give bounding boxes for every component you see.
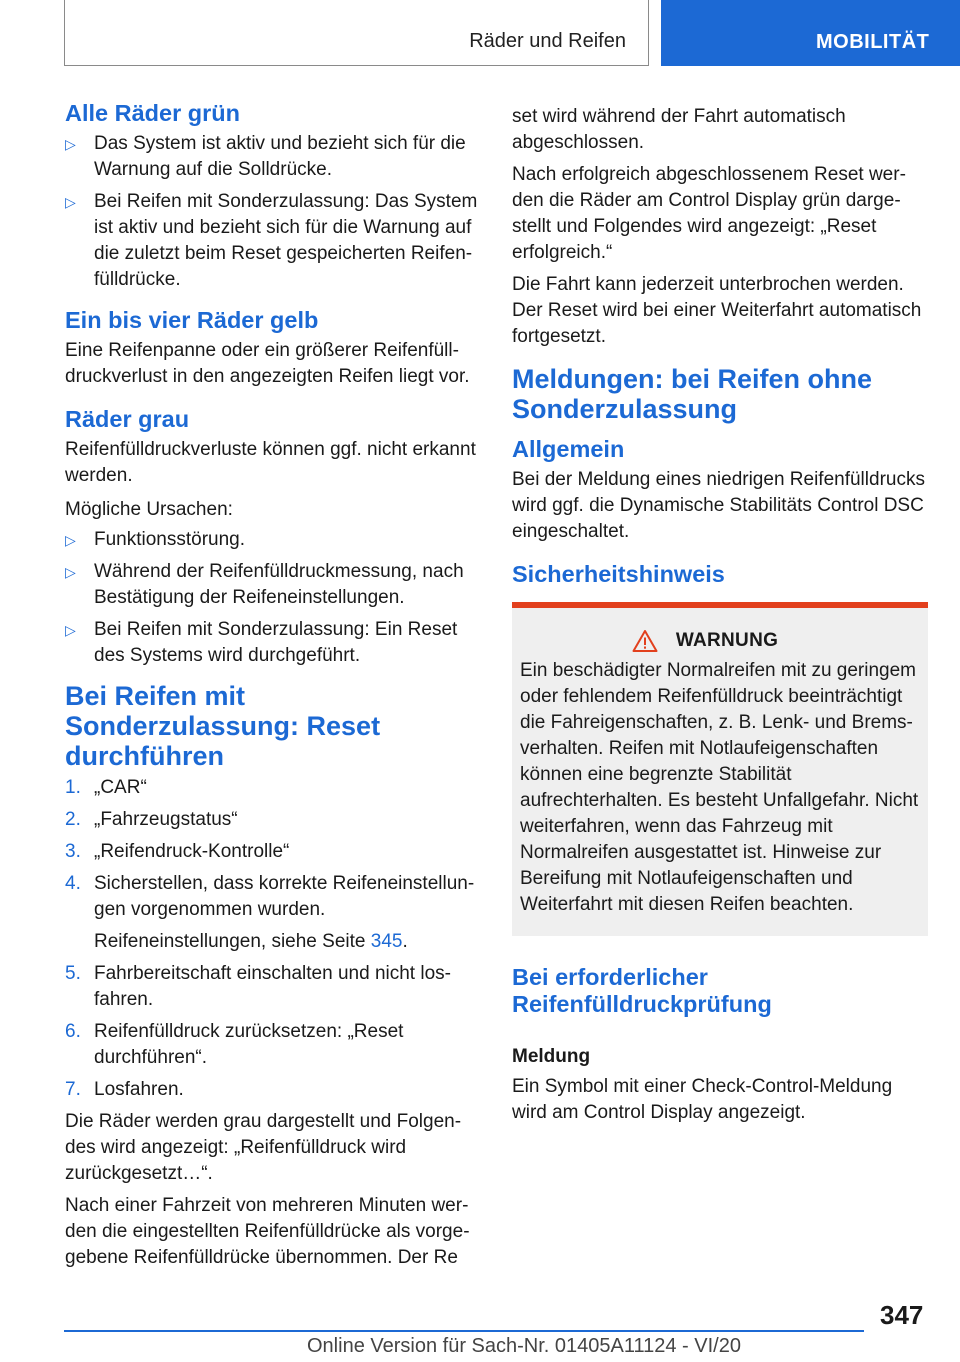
causes-label: Mögliche Ursachen:	[65, 499, 233, 520]
paragraph: Nach einer Fahrzeit von mehreren Minuten werden die eingestellten Reifenfülldrücke als vorgegebene Reifenfülldrücke übernommen. Der Re	[65, 1195, 470, 1268]
heading-meldungen: Meldungen: bei Reifen ohne Sonderzulassung	[512, 364, 873, 424]
header-section-title: Räder und Reifen	[469, 30, 626, 52]
list-item: ▷ Während der Reifenfülldruckmessung, nach Bestätigung der Reifeneinstellungen.	[65, 561, 464, 608]
header-chapter-title: MOBILITÄT	[816, 31, 930, 53]
heading-alle-raeder-gruen: Alle Räder grün	[65, 100, 240, 126]
warning-title: WARNUNG	[675, 630, 779, 651]
heading-raeder-gelb: Ein bis vier Räder gelb	[65, 307, 319, 333]
step-item: 5. Fahrbereitschaft einschalten und nicht losfahren.	[65, 963, 451, 1010]
list-item: ▷ Bei Reifen mit Sonderzulassung: Das System ist aktiv und bezieht sich für die Warnung auf die zuletzt beim Reset gespeicherten Reifenfülldrücke.	[65, 191, 478, 290]
step-note: Reifeneinstellungen, siehe Seite 345.	[94, 931, 408, 952]
warning-header	[520, 628, 920, 654]
triangle-bullet-icon: ▷	[65, 194, 76, 210]
warning-text: Ein beschädigter Normalreifen mit zu geringem oder fehlendem Reifenfülldruck beeinträchtigt die Fahreigenschaften, z. B. Lenk- und Bremsverhalten. Reifen mit Notlaufeigenschaften können eine begrenzte Stabilität aufrechterhalten. Es besteht Unfallgefahr. Nicht weiterfahren, wenn das Fahrzeug mit Normalreifen ausgestattet ist. Hinweise zur Bereifung mit Notlaufeigenschaften und Weiterfahrt mit diesen Reifen beachten.	[520, 660, 919, 915]
list-item: ▷ Bei Reifen mit Sonderzulassung: Ein Reset des Systems wird durchgeführt.	[65, 619, 458, 666]
triangle-bullet-icon: ▷	[65, 564, 76, 580]
step-item: 3. „Reifendruck-Kontrolle“	[65, 841, 290, 862]
reset-steps-list	[65, 775, 480, 1103]
triangle-bullet-icon: ▷	[65, 622, 76, 638]
step-item: 6. Reifenfülldruck zurücksetzen: „Reset durchführen“.	[65, 1021, 404, 1068]
paragraph: Die Fahrt kann jederzeit unterbrochen werden. Der Reset wird bei einer Weiterfahrt automatisch fortgesetzt.	[512, 274, 922, 347]
paragraph: Nach erfolgreich abgeschlossenem Reset werden die Räder am Control Display grün dargestellt und Folgendes wird angezeigt: „Reset erfolgreich.“	[512, 164, 906, 263]
paragraph: Eine Reifenpanne oder ein größerer Reifenfülldruckverlust in den angezeigten Reifen liegt vor.	[65, 340, 470, 387]
causes-list	[65, 527, 480, 669]
step-item: 2. „Fahrzeugstatus“	[65, 809, 238, 830]
page-reference-link[interactable]: 345	[370, 931, 403, 952]
right-column	[512, 104, 928, 1126]
header-section-box	[64, 0, 649, 66]
left-column	[65, 100, 480, 1271]
heading-meldung: Meldung	[512, 1046, 591, 1067]
footer-divider	[64, 1330, 864, 1332]
step-item: 7. Losfahren.	[65, 1079, 184, 1100]
page-number: 347	[880, 1300, 924, 1330]
step-item: 1. „CAR“	[65, 777, 147, 798]
heading-pruefung: Bei erforderlicher Reifenfülldruckprüfung	[512, 964, 772, 1017]
footer-version: Online Version für Sach-Nr. 01405A11124 - VI/20	[307, 1335, 741, 1357]
triangle-bullet-icon: ▷	[65, 136, 76, 152]
paragraph: Reifenfülldruckverluste können ggf. nicht erkannt werden.	[65, 439, 476, 486]
warning-triangle-icon	[632, 629, 658, 653]
heading-reset-durchfuehren: Bei Reifen mit Sonderzulassung: Reset durchführen	[65, 681, 381, 771]
heading-raeder-grau: Räder grau	[65, 406, 190, 432]
paragraph: Bei der Meldung eines niedrigen Reifenfülldrucks wird ggf. die Dynamische Stabilitäts Control DSC eingeschaltet.	[512, 469, 925, 542]
paragraph: Die Räder werden grau dargestellt und Folgendes wird angezeigt: „Reifenfülldruck wird zurückgesetzt…“.	[65, 1111, 462, 1184]
green-wheels-list	[65, 131, 480, 293]
step-item: 4. Sicherstellen, dass korrekte Reifeneinstellungen vorgenommen wurden. Reifeneinstellungen, siehe Seite 345.	[65, 871, 480, 955]
paragraph: Ein Symbol mit einer Check-Control-Meldung wird am Control Display angezeigt.	[512, 1076, 893, 1123]
heading-sicherheitshinweis: Sicherheitshinweis	[512, 561, 725, 587]
paragraph: set wird während der Fahrt automatisch abgeschlossen.	[512, 106, 846, 153]
heading-allgemein: Allgemein	[512, 436, 625, 462]
list-item: ▷ Das System ist aktiv und bezieht sich für die Warnung auf die Solldrücke.	[65, 133, 466, 180]
list-item: ▷ Funktionsstörung.	[65, 527, 480, 553]
header-chapter-tab	[661, 0, 960, 66]
warning-box	[512, 602, 928, 936]
triangle-bullet-icon: ▷	[65, 532, 76, 548]
